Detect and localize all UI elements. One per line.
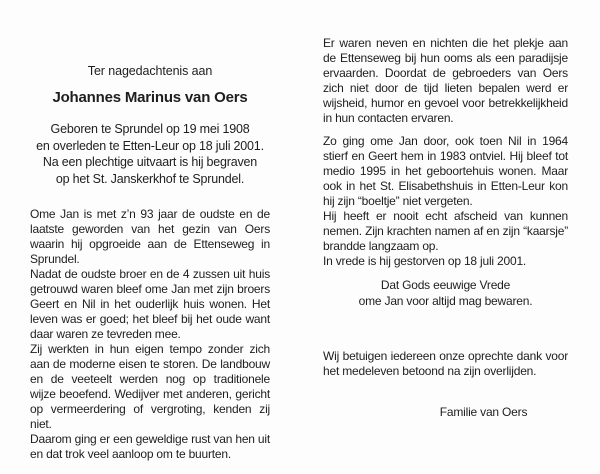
death-sentence: In vrede is hij gestorven op 18 juli 2001. (323, 254, 527, 268)
blessing-block (323, 277, 568, 309)
nephews-paragraph: Er waren neven en nichten die het plekje aan de Ettenseweg bij hun ooms als een paradijsje ervaarden. Doordat de gebroeders van Oers zich niet door de tijd lieten bepalen werd er wijsheid, humor en gevoel voor betrekkelijkheid in hun contacten ervaren. (323, 36, 568, 125)
deceased-name: Johannes Marinus van Oers (52, 89, 248, 106)
later-years-paragraph: Zo ging ome Jan door, ook toen Nil in 1964 stierf en Geert hem in 1983 ontviel. Hij bleef tot medio 1995 in het geboortehuis wonen. Maar ook in het St. Elisabethshuis in Etten-Leur kon hij zijn “boeltje” niet vergeten. (323, 134, 568, 208)
blessing-line-1: Dat Gods eeuwige Vrede (380, 278, 511, 292)
intro-line: Ter nagedachtenis aan (87, 64, 213, 78)
life-story-paragraph: Ome Jan is met z’n 93 jaar de oudste en de laatste geworden van het gezin van Oers waarin hij opgroeide aan de Ettenseweg in Sprundel. (30, 207, 270, 266)
life-story-paragraph: Nadat de oudste broer en de 4 zussen uit huis getrouwd waren bleef ome Jan met zijn broers Geert en Nil in het ouderlijk huis wonen. Het leven was er goed; het bleef bij het oude want daar waren ze tevreden mee. (30, 267, 270, 341)
thanks-paragraph: Wij betuigen iedereen onze oprechte dank voor het medeleven betoond na zijn overlijden. (323, 349, 568, 378)
birth-death-block (30, 121, 270, 187)
right-page (323, 0, 568, 474)
later-years-paragraph: Hij heeft er nooit echt afscheid van kunnen nemen. Zijn krachten namen af en zijn “kaarsje” brandde langzaam op. (323, 209, 568, 253)
funeral-line-2: op het St. Janskerkhof te Sprundel. (55, 171, 245, 186)
life-story-paragraph: Zij werkten in hun eigen tempo zonder zich aan de moderne eisen te storen. De landbouw en de veeteelt werden nog op traditionele wijze beoefend. Wedijver met anderen, gericht op vermeerdering of vergroting, kenden zij niet. (30, 342, 270, 431)
life-story-paragraph: Daarom ging er een geweldige rust van hen uit en dat trok veel aanloop om te buurten. (30, 432, 270, 461)
birth-line: Geboren te Sprundel op 19 mei 1908 (50, 122, 250, 136)
left-page (30, 0, 270, 474)
blessing-line-2: ome Jan voor altijd mag bewaren. (358, 294, 533, 308)
life-story-block (30, 207, 270, 462)
death-line: en overleden te Etten-Leur op 18 juli 2001. (36, 138, 264, 153)
later-years-block (323, 134, 568, 269)
family-signature: Familie van Oers (439, 405, 528, 419)
funeral-line-1: Na een plechtige uitvaart is hij begraven (42, 155, 258, 169)
